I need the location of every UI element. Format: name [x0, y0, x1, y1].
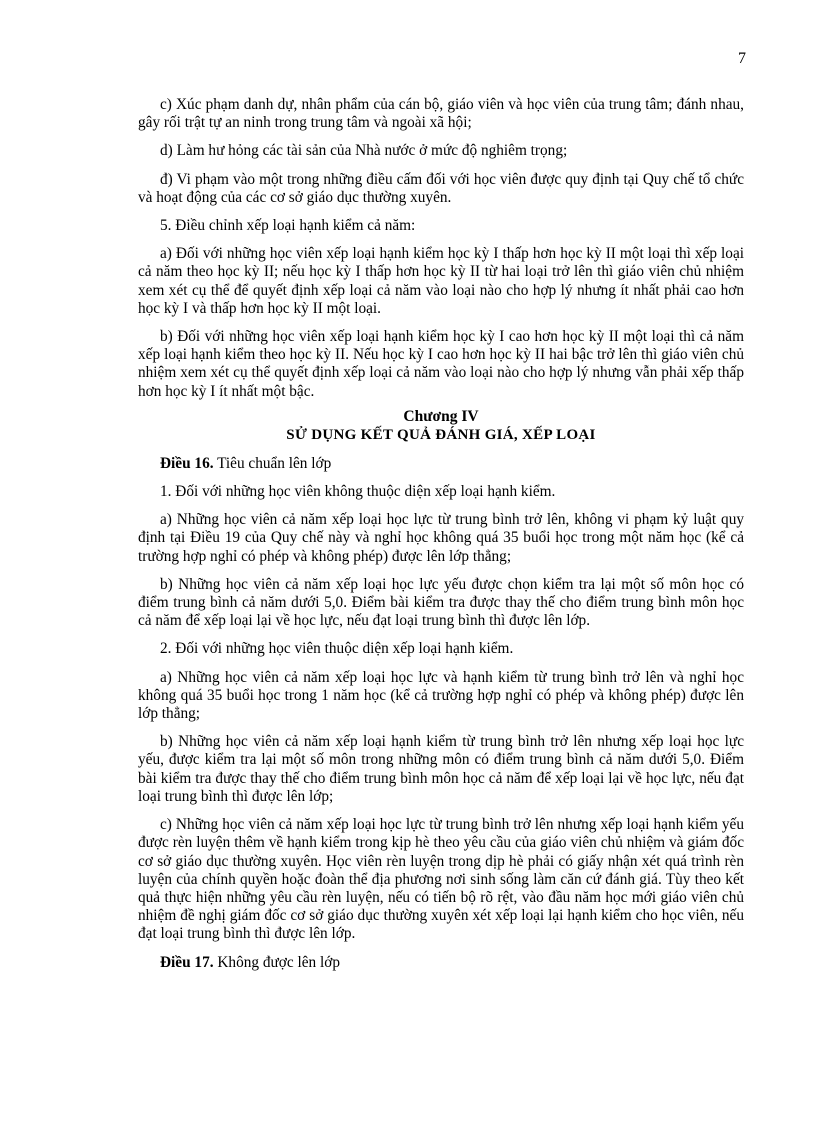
paragraph-5b: b) Đối với những học viên xếp loại hạnh kiểm học kỳ I cao hơn học kỳ II một loại thì cả năm xếp loại hạnh kiểm theo học kỳ II. Nếu học kỳ I cao hơn học kỳ II hai bậc trở lên thì giáo viên chủ nhiệm xem xét cụ thể quyết định xếp loại cả năm vào loại nào cho hợp lý nhưng vẫn phải xếp thấp hơn học kỳ I ít nhất một bậc.	[138, 328, 744, 400]
article-17-heading	[138, 954, 744, 972]
chapter-subtitle: SỬ DỤNG KẾT QUẢ ĐÁNH GIÁ, XẾP LOẠI	[286, 426, 596, 443]
article-16-label: Điều 16.	[160, 454, 214, 472]
article-17-title: Không được lên lớp	[213, 953, 340, 971]
paragraph-section-5: 5. Điều chỉnh xếp loại hạnh kiểm cả năm:	[160, 217, 416, 235]
paragraph-16-2: 2. Đối với những học viên thuộc diện xếp loại hạnh kiểm.	[160, 640, 514, 658]
paragraph-16-1: 1. Đối với những học viên không thuộc diện xếp loại hạnh kiểm.	[160, 483, 556, 501]
article-17-label: Điều 17.	[160, 953, 214, 971]
paragraph-item-d: d) Làm hư hỏng các tài sản của Nhà nước ở mức độ nghiêm trọng;	[160, 142, 568, 160]
chapter-title: Chương IV	[403, 407, 479, 425]
paragraph-16-2c: c) Những học viên cả năm xếp loại học lực từ trung bình trở lên nhưng xếp loại hạnh kiểm yếu được rèn luyện thêm về hạnh kiểm trong kịp hè theo yêu cầu của giáo viên chủ nhiệm và giám đốc cơ sở giáo dục thường xuyên. Học viên rèn luyện trong dịp hè phải có giấy nhận xét quá trình rèn luyện của chính quyền hoặc đoàn thể địa phương nơi sinh sống làm căn cứ đánh giá. Tùy theo kết quả thực hiện những yêu cầu rèn luyện, nếu có tiến bộ rõ rệt, vào đầu năm học mới giáo viên chủ nhiệm đề nghị giám đốc cơ sở giáo dục thường xuyên xét xếp loại lại hạnh kiểm cho học viên, nếu đạt loại trung bình thì được lên lớp.	[138, 816, 744, 943]
page-number: 7	[738, 50, 746, 67]
paragraph-16-1a: a) Những học viên cả năm xếp loại học lực từ trung bình trở lên, không vi phạm kỷ luật quy định tại Điều 19 của Quy chế này và nghỉ học không quá 35 buổi học trong một năm học (kể cả trường hợp nghỉ có phép và không phép) được lên lớp thẳng;	[138, 511, 744, 565]
document-body	[138, 96, 744, 982]
paragraph-item-dd: đ) Vi phạm vào một trong những điều cấm đối với học viên được quy định tại Quy chế tổ chức và hoạt động của các cơ sở giáo dục thường xuyên.	[138, 170, 744, 206]
paragraph-5a: a) Đối với những học viên xếp loại hạnh kiểm học kỳ I thấp hơn học kỳ II một loại thì xếp loại cả năm theo học kỳ II; nếu học kỳ I thấp hơn học kỳ II từ hai loại trở lên thì giáo viên chủ nhiệm xem xét cụ thể để quyết định xếp loại cả năm vào loại nào cho hợp lý nhưng ít nhất phải cao hơn học kỳ I và thấp hơn học kỳ II một loại.	[138, 245, 744, 317]
article-16-title: Tiêu chuẩn lên lớp	[213, 454, 332, 472]
paragraph-16-2a: a) Những học viên cả năm xếp loại học lực và hạnh kiểm từ trung bình trở lên và nghỉ học không quá 35 buổi học trong 1 năm học (kể cả trường hợp nghỉ có phép và không phép) được lên lớp thẳng;	[138, 668, 744, 723]
paragraph-16-2b: b) Những học viên cả năm xếp loại hạnh kiểm từ trung bình trở lên nhưng xếp loại học lực yếu, được kiểm tra lại một số môn trong những môn có điểm trung bình cả năm dưới 5,0. Điểm bài kiểm tra được thay thế cho điểm trung bình môn học cả năm để xếp loại lại về học lực, nếu đạt loại trung bình thì được lên lớp;	[138, 733, 744, 805]
chapter-heading	[138, 407, 744, 445]
article-16-heading	[138, 455, 744, 473]
paragraph-16-1b: b) Những học viên cả năm xếp loại học lực yếu được chọn kiểm tra lại một số môn học có điểm trung bình cả năm dưới 5,0. Điểm bài kiểm tra được thay thế cho điểm trung bình môn học cả năm để xếp loại lại về học lực, nếu đạt loại trung bình thì được lên lớp.	[138, 575, 744, 630]
paragraph-item-c: c) Xúc phạm danh dự, nhân phẩm của cán bộ, giáo viên và học viên của trung tâm; đánh nhau, gây rối trật tự an ninh trong trung tâm và ngoài xã hội;	[138, 96, 744, 132]
